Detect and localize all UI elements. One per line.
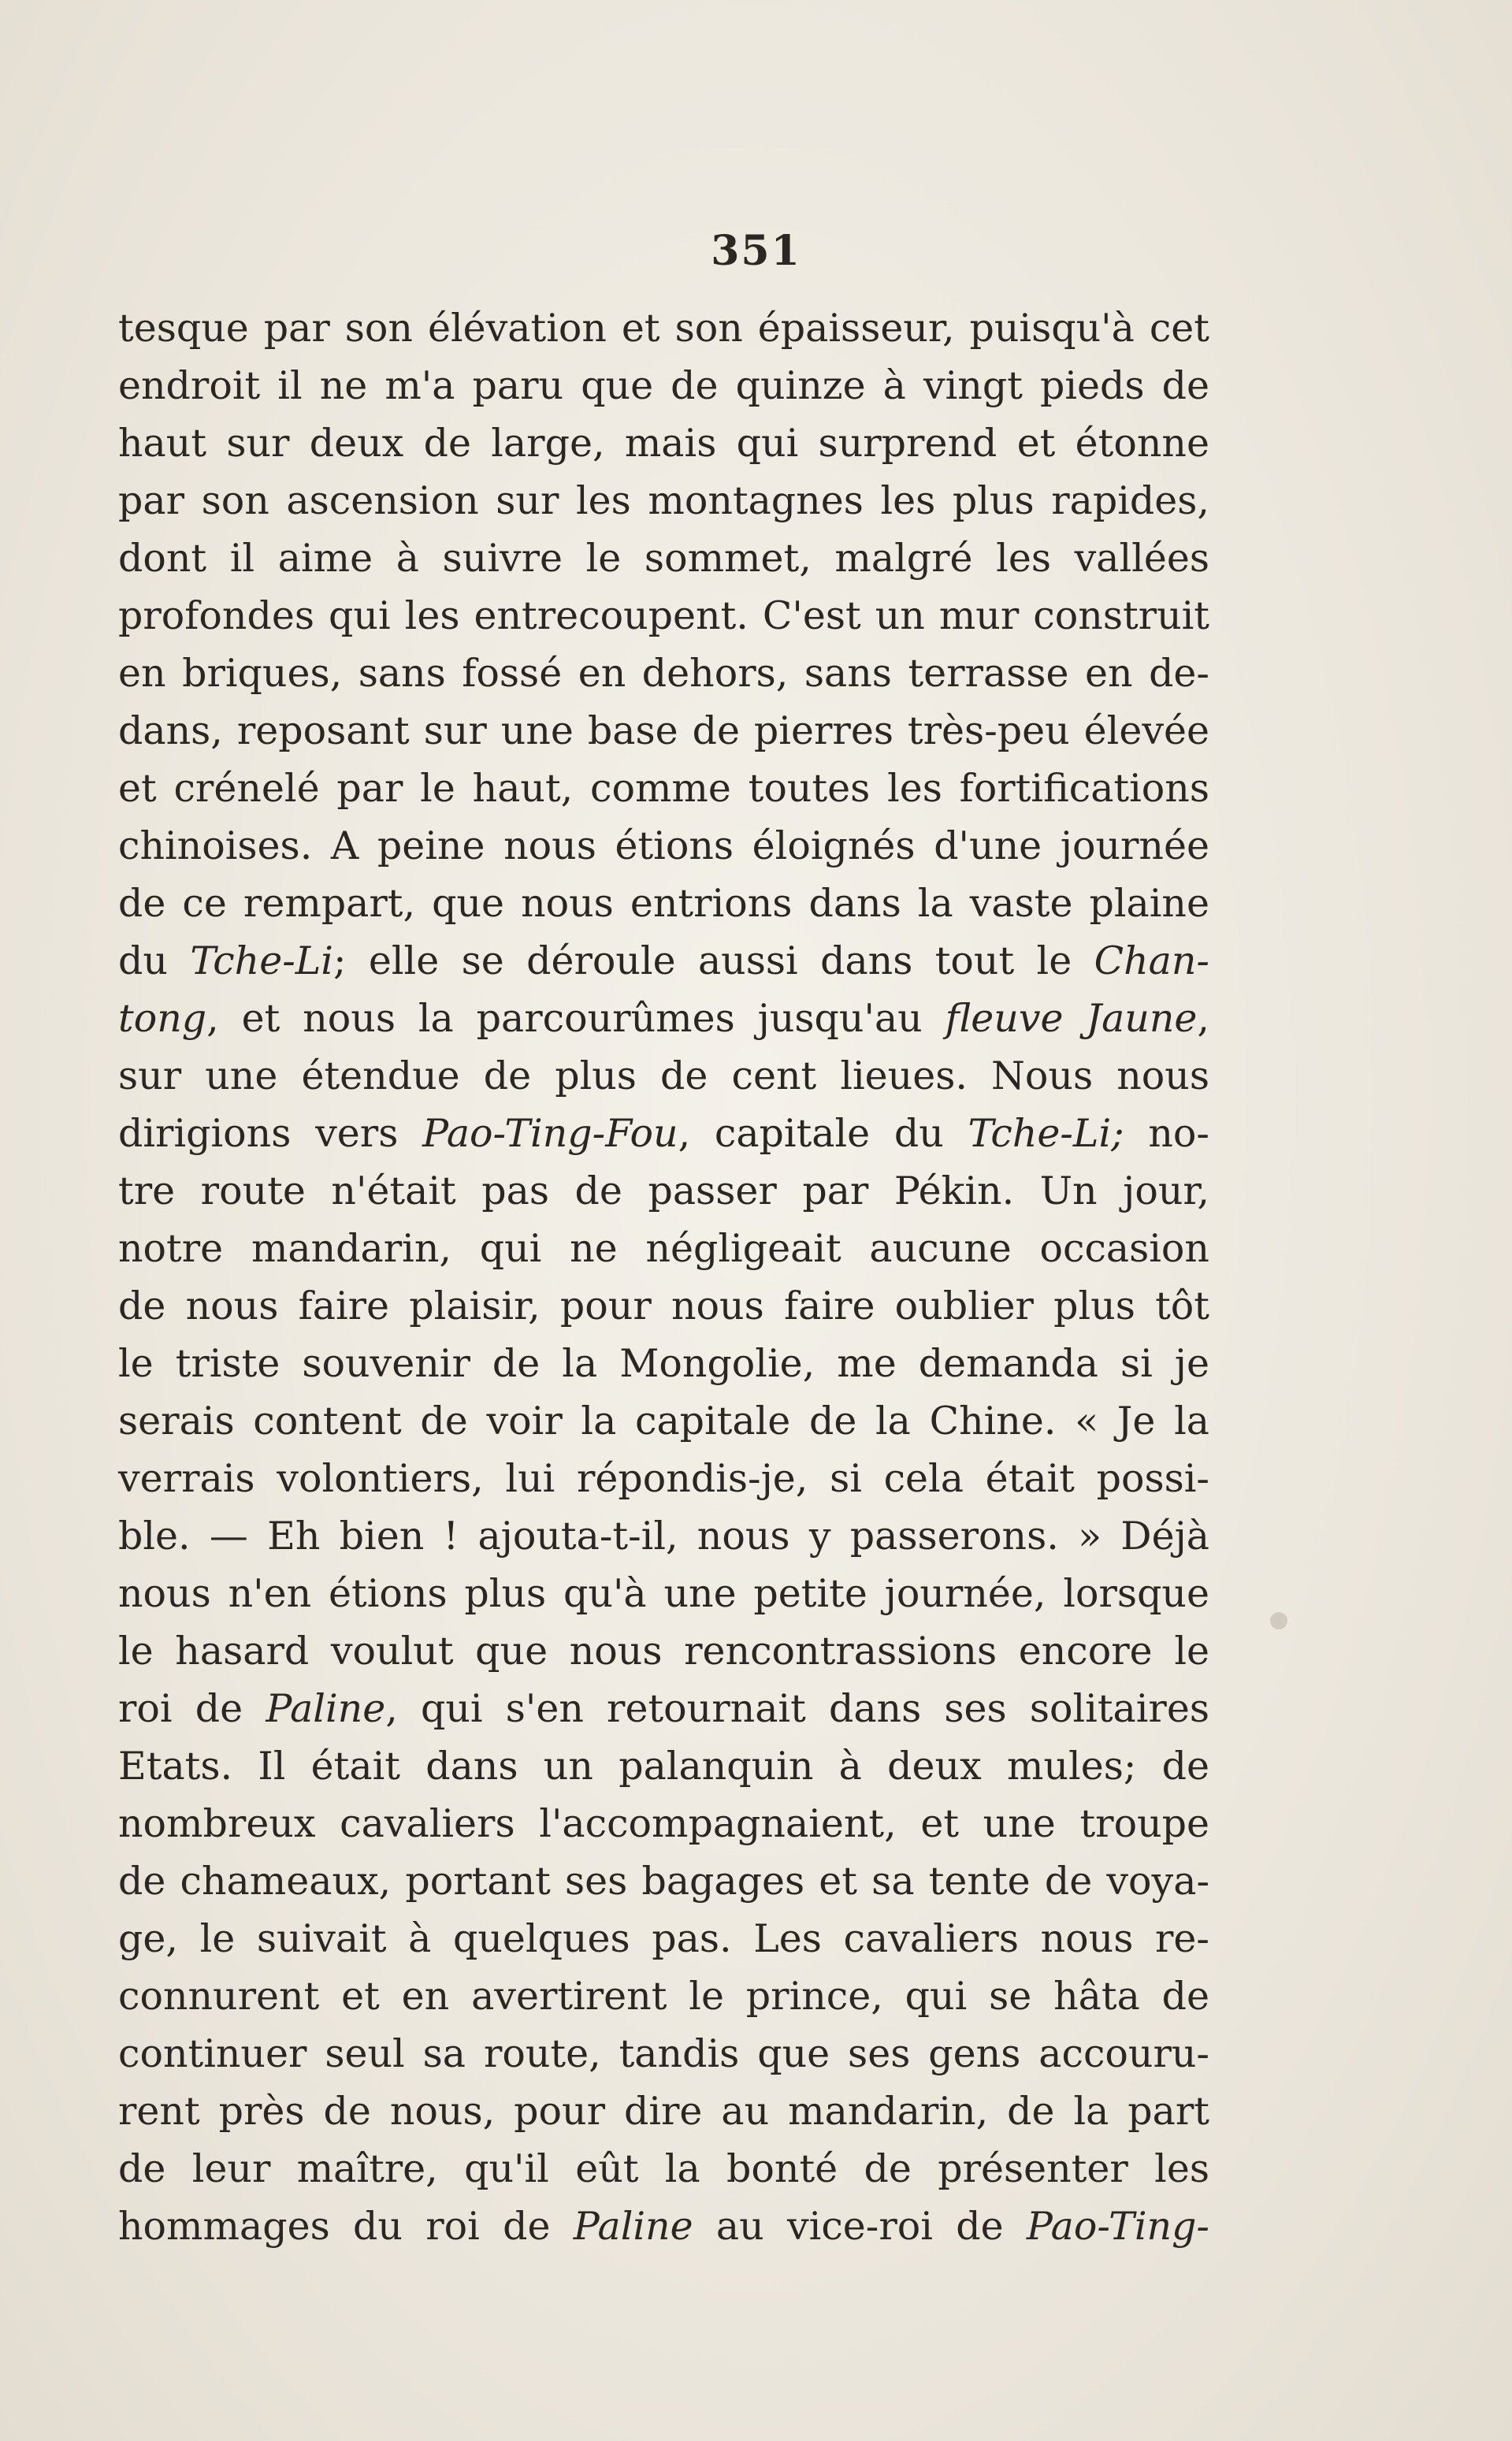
text-segment: dans, reposant sur une base de pierres très-peu élevée bbox=[118, 708, 1209, 753]
text-segment: hommages du roi de bbox=[118, 2204, 574, 2249]
text-segment: dirigions vers bbox=[118, 1111, 423, 1156]
italic-text-segment: Tche-Li; bbox=[968, 1111, 1124, 1156]
text-line bbox=[118, 2198, 1209, 2255]
text-segment: le triste souvenir de la Mongolie, me demanda si je bbox=[118, 1341, 1209, 1386]
text-line bbox=[118, 1507, 1209, 1565]
italic-text-segment: Paline bbox=[573, 2204, 693, 2249]
text-line bbox=[118, 1910, 1209, 1967]
text-segment: chinoises. A peine nous étions éloignés d'une journée bbox=[118, 823, 1209, 868]
italic-text-segment: tong bbox=[118, 996, 207, 1041]
text-segment: ge, le suivait à quelques pas. Les cavaliers nous re- bbox=[118, 1916, 1209, 1961]
text-segment: serais content de voir la capitale de la Chine. « Je la bbox=[118, 1399, 1209, 1443]
text-line bbox=[118, 1565, 1209, 1622]
text-line bbox=[118, 1737, 1209, 1795]
text-line bbox=[118, 529, 1209, 587]
text-line bbox=[118, 875, 1209, 932]
text-line bbox=[118, 1680, 1209, 1737]
text-segment: sur une étendue de plus de cent lieues. Nous nous bbox=[118, 1053, 1209, 1098]
text-line bbox=[118, 1392, 1209, 1450]
text-line bbox=[118, 299, 1209, 357]
text-segment: , capitale du bbox=[678, 1111, 968, 1156]
text-segment: et crénelé par le haut, comme toutes les fortifications bbox=[118, 766, 1209, 811]
text-line bbox=[118, 1162, 1209, 1220]
italic-text-segment: Paline bbox=[266, 1686, 386, 1731]
page-body-text bbox=[118, 299, 1209, 2255]
text-segment: tesque par son élévation et son épaisseur, puisqu'à cet bbox=[118, 306, 1209, 351]
text-segment: , qui s'en retournait dans ses solitaires bbox=[385, 1686, 1209, 1731]
text-segment: nombreux cavaliers l'accompagnaient, et une troupe bbox=[118, 1801, 1209, 1846]
text-line bbox=[118, 1105, 1209, 1162]
text-segment: rent près de nous, pour dire au mandarin, de la part bbox=[118, 2089, 1209, 2134]
text-segment: haut sur deux de large, mais qui surprend et étonne bbox=[118, 421, 1209, 466]
text-line bbox=[118, 472, 1209, 529]
text-segment: profondes qui les entrecoupent. C'est un mur construit bbox=[118, 593, 1209, 638]
text-line bbox=[118, 1277, 1209, 1335]
text-segment: , bbox=[1197, 996, 1209, 1041]
text-line bbox=[118, 587, 1209, 645]
text-line bbox=[118, 2025, 1209, 2082]
text-line bbox=[118, 1622, 1209, 1680]
text-segment: de nous faire plaisir, pour nous faire oublier plus tôt bbox=[118, 1284, 1209, 1328]
text-segment: endroit il ne m'a paru que de quinze à vingt pieds de bbox=[118, 363, 1209, 408]
text-segment: no- bbox=[1124, 1111, 1209, 1156]
text-segment: , et nous la parcourûmes jusqu'au bbox=[206, 996, 945, 1041]
page-number: 351 bbox=[711, 227, 801, 275]
text-line bbox=[118, 2140, 1209, 2198]
italic-text-segment: Pao-Ting- bbox=[1026, 2204, 1209, 2249]
italic-text-segment: Tche-Li bbox=[190, 938, 333, 983]
text-line bbox=[118, 932, 1209, 990]
text-segment: le hasard voulut que nous rencontrassions encore le bbox=[118, 1629, 1209, 1674]
text-line bbox=[118, 990, 1209, 1047]
text-line bbox=[118, 1967, 1209, 2025]
text-segment: connurent et en avertirent le prince, qui se hâta de bbox=[118, 1974, 1209, 2019]
text-line bbox=[118, 702, 1209, 760]
text-line bbox=[118, 1795, 1209, 1852]
paper-stain bbox=[1270, 1612, 1287, 1629]
italic-text-segment: Pao-Ting-Fou bbox=[422, 1111, 678, 1156]
text-segment: continuer seul sa route, tandis que ses gens accouru- bbox=[118, 2031, 1209, 2076]
text-segment: par son ascension sur les montagnes les plus rapides, bbox=[118, 478, 1209, 523]
text-segment: au vice-roi de bbox=[693, 2204, 1027, 2249]
text-segment: Etats. Il était dans un palanquin à deux mules; de bbox=[118, 1744, 1209, 1789]
italic-text-segment: Chan- bbox=[1094, 938, 1209, 983]
text-line bbox=[118, 414, 1209, 472]
italic-text-segment: fleuve Jaune bbox=[945, 996, 1198, 1041]
text-segment: en briques, sans fossé en dehors, sans terrasse en de- bbox=[118, 651, 1209, 696]
text-line bbox=[118, 760, 1209, 817]
text-line bbox=[118, 357, 1209, 414]
text-segment: de chameaux, portant ses bagages et sa tente de voya- bbox=[118, 1859, 1209, 1904]
text-segment: dont il aime à suivre le sommet, malgré les vallées bbox=[118, 536, 1209, 581]
text-segment: tre route n'était pas de passer par Pékin. Un jour, bbox=[118, 1168, 1209, 1213]
text-line bbox=[118, 645, 1209, 702]
text-line bbox=[118, 1220, 1209, 1277]
text-segment: verrais volontiers, lui répondis-je, si cela était possi- bbox=[118, 1456, 1209, 1501]
text-segment: ; elle se déroule aussi dans tout le bbox=[332, 938, 1094, 983]
text-segment: notre mandarin, qui ne négligeait aucune occasion bbox=[118, 1226, 1209, 1271]
text-segment: nous n'en étions plus qu'à une petite journée, lorsque bbox=[118, 1571, 1209, 1616]
text-segment: roi de bbox=[118, 1686, 266, 1731]
text-line bbox=[118, 1335, 1209, 1392]
text-line bbox=[118, 1047, 1209, 1105]
text-line bbox=[118, 2082, 1209, 2140]
text-line bbox=[118, 817, 1209, 875]
text-segment: de leur maître, qu'il eût la bonté de présenter les bbox=[118, 2146, 1209, 2191]
text-line bbox=[118, 1450, 1209, 1507]
text-segment: ble. — Eh bien ! ajouta-t-il, nous y passerons. » Déjà bbox=[118, 1514, 1209, 1559]
text-segment: du bbox=[118, 938, 191, 983]
text-segment: de ce rempart, que nous entrions dans la vaste plaine bbox=[118, 881, 1209, 926]
text-line bbox=[118, 1852, 1209, 1910]
